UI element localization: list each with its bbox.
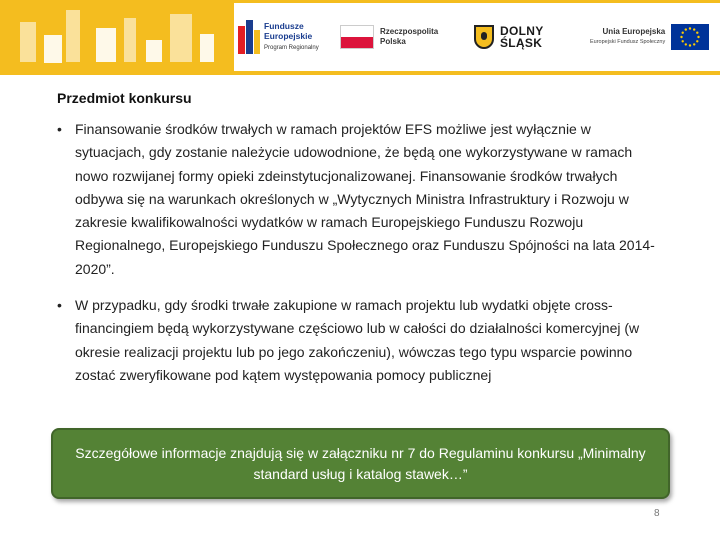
header-banner [0,0,720,75]
unia-sub: Europejski Fundusz Społeczny [590,39,666,45]
unia-europejska-logo [590,3,709,71]
decor-block [20,22,36,62]
dolny-slask-line2: ŚLĄSK [500,36,543,50]
info-callout-box [51,428,670,499]
info-callout-text: Szczegółowe informacje znajdują się w załączniku nr 7 do Regulaminu konkursu „Minimalny standard usług i katalog stawek…” [75,445,646,482]
section-title: Przedmiot konkursu [57,90,192,106]
dolny-slask-line1: DOLNY [500,24,544,38]
bullet-list [57,118,657,400]
bullet-marker: • [57,121,62,137]
decor-block [170,14,192,62]
polish-flag-icon [340,25,374,49]
rzeczpospolita-line2: Polska [380,37,406,46]
decor-block [96,28,116,62]
decor-block [146,40,162,62]
coat-of-arms-icon [474,25,494,49]
eu-flag-icon [671,24,709,50]
fundusze-line2: Europejskie [264,31,313,41]
bullet-text: Finansowanie środków trwałych w ramach projektów EFS możliwe jest wyłącznie w sytuacjach, gdy zostanie należycie udowodnione, że będą one wykorzystywane w ramach nowo rozwijanej formy opieki zdeinstytucjonalizowanej. Finansowanie środków trwałych odbywa się na warunkach określonych w „Wytycznych Ministra Infrastruktury i Rozwoju w zakresie kwalifikowalności wydatków w ramach Europejskiego Funduszu Rozwoju Regionalnego, Europejskiego Funduszu Społecznego oraz Funduszu Spójności na lata 2014-2020”. [75,121,655,277]
bullet-text: W przypadku, gdy środki trwałe zakupione w ramach projektu lub wydatki objęte cross-financingiem będą wykorzystywane częściowo lub w całości do działalności komercyjnej (w okresie realizacji projektu lub po jego zakończeniu), wówczas tego typu wsparcie powinno zostać zweryfikowane pod kątem występowania pomocy publicznej [75,297,640,383]
unia-line1: Unia Europejska [602,27,666,36]
rzeczpospolita-line1: Rzeczpospolita [380,27,439,36]
fundusze-sub: Program Regionalny [264,45,319,51]
bullet-item [57,294,657,387]
fundusze-europejskie-logo [238,3,319,71]
unia-logo-text [590,27,665,47]
fundusze-mark-icon [238,20,260,54]
fundusze-line1: Fundusze [264,21,304,31]
rzeczpospolita-logo-text [380,27,438,47]
decor-block [124,18,136,62]
decor-block [200,34,214,62]
rzeczpospolita-logo [340,3,438,71]
dolny-slask-logo [474,3,544,71]
dolny-slask-logo-text [500,25,544,49]
page-number: 8 [654,508,660,519]
bullet-marker: • [57,297,62,314]
bullet-item [57,118,657,281]
logo-strip [234,3,720,71]
decor-block [66,10,80,62]
fundusze-logo-text [264,21,319,53]
decor-block [44,35,62,63]
